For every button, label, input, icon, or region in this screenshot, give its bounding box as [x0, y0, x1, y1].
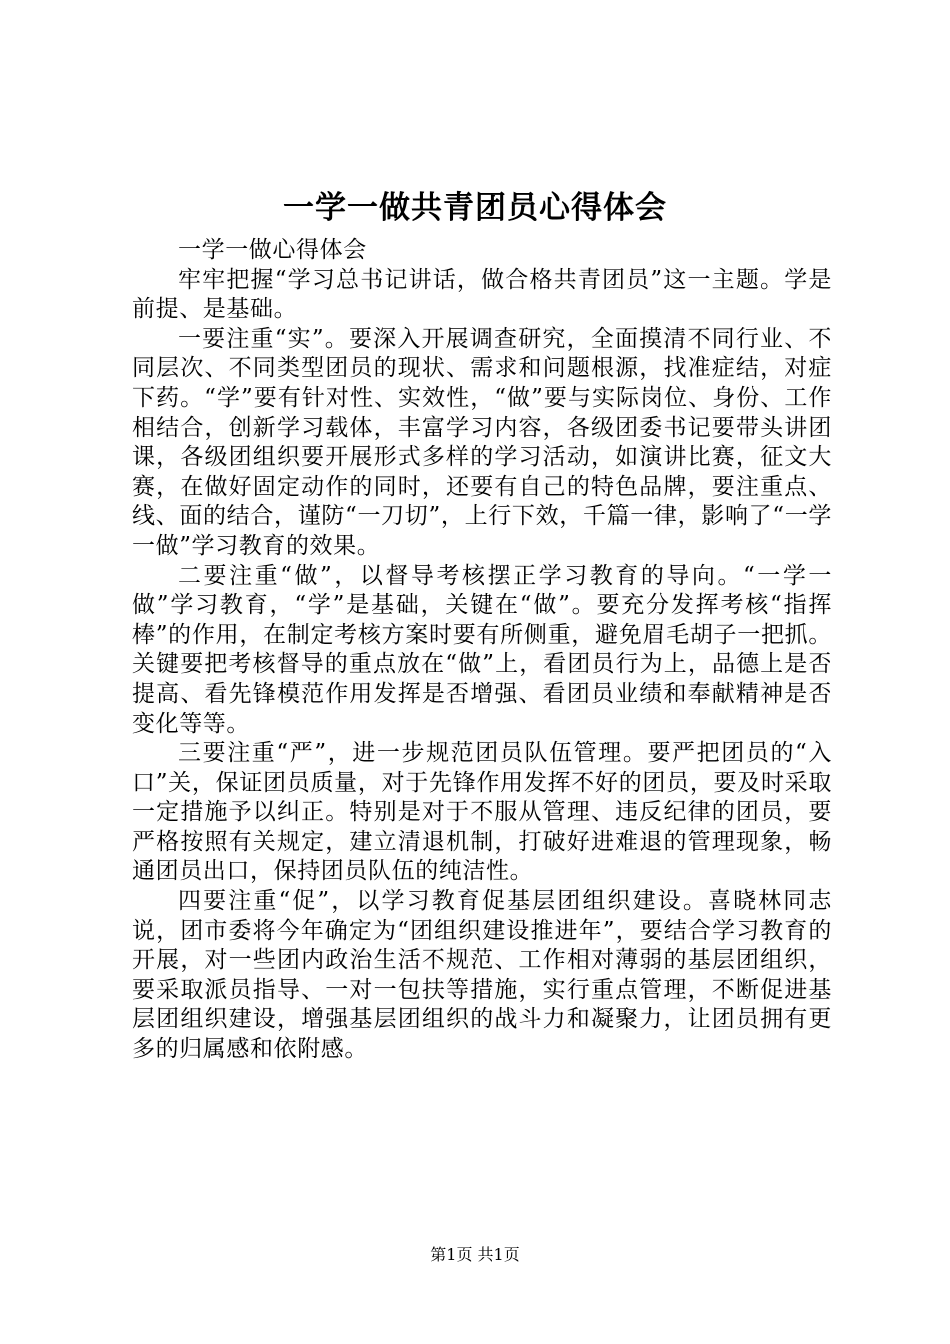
paragraph-intro: 牢牢把握“学习总书记讲话，做合格共青团员”这一主题。学是前提、是基础。	[132, 266, 832, 323]
page-number-footer: 第1页 共1页	[430, 1245, 520, 1264]
document-body	[132, 236, 832, 1065]
paragraph-point-four: 四要注重“促”，以学习教育促基层团组织建设。喜晓林同志说，团市委将今年确定为“团组织建设推进年”，要结合学习教育的开展，对一些团内政治生活不规范、工作相对薄弱的基层团组织，要采取派员指导、一对一包扶等措施，实行重点管理，不断促进基层团组织建设，增强基层团组织的战斗力和凝聚力，让团员拥有更多的归属感和依附感。	[132, 888, 832, 1063]
document-title: 一学一做共青团员心得体会	[283, 190, 667, 226]
paragraph-subtitle: 一学一做心得体会	[178, 237, 367, 263]
paragraph-point-one: 一要注重“实”。要深入开展调查研究，全面摸清不同行业、不同层次、不同类型团员的现状、需求和问题根源，找准症结，对症下药。“学”要有针对性、实效性，“做”要与实际岗位、身份、工作相结合，创新学习载体，丰富学习内容，各级团委书记要带头讲团课，各级团组织要开展形式多样的学习活动，如演讲比赛，征文大赛，在做好固定动作的同时，还要有自己的特色品牌，要注重点、线、面的结合，谨防“一刀切”，上行下效，千篇一律，影响了“一学一做”学习教育的效果。	[132, 325, 832, 559]
paragraph-point-three: 三要注重“严”，进一步规范团员队伍管理。要严把团员的“入口”关，保证团员质量，对于先锋作用发挥不好的团员，要及时采取一定措施予以纠正。特别是对于不服从管理、违反纪律的团员，要严格按照有关规定，建立清退机制，打破好进难退的管理现象，畅通团员出口，保持团员队伍的纯洁性。	[132, 740, 832, 885]
paragraph-point-two: 二要注重“做”，以督导考核摆正学习教育的导向。“一学一做”学习教育，“学”是基础，关键在“做”。要充分发挥考核“指挥棒”的作用，在制定考核方案时要有所侧重，避免眉毛胡子一把抓。关键要把考核督导的重点放在“做”上，看团员行为上，品德上是否提高、看先锋模范作用发挥是否增强、看团员业绩和奉献精神是否变化等等。	[132, 562, 832, 737]
